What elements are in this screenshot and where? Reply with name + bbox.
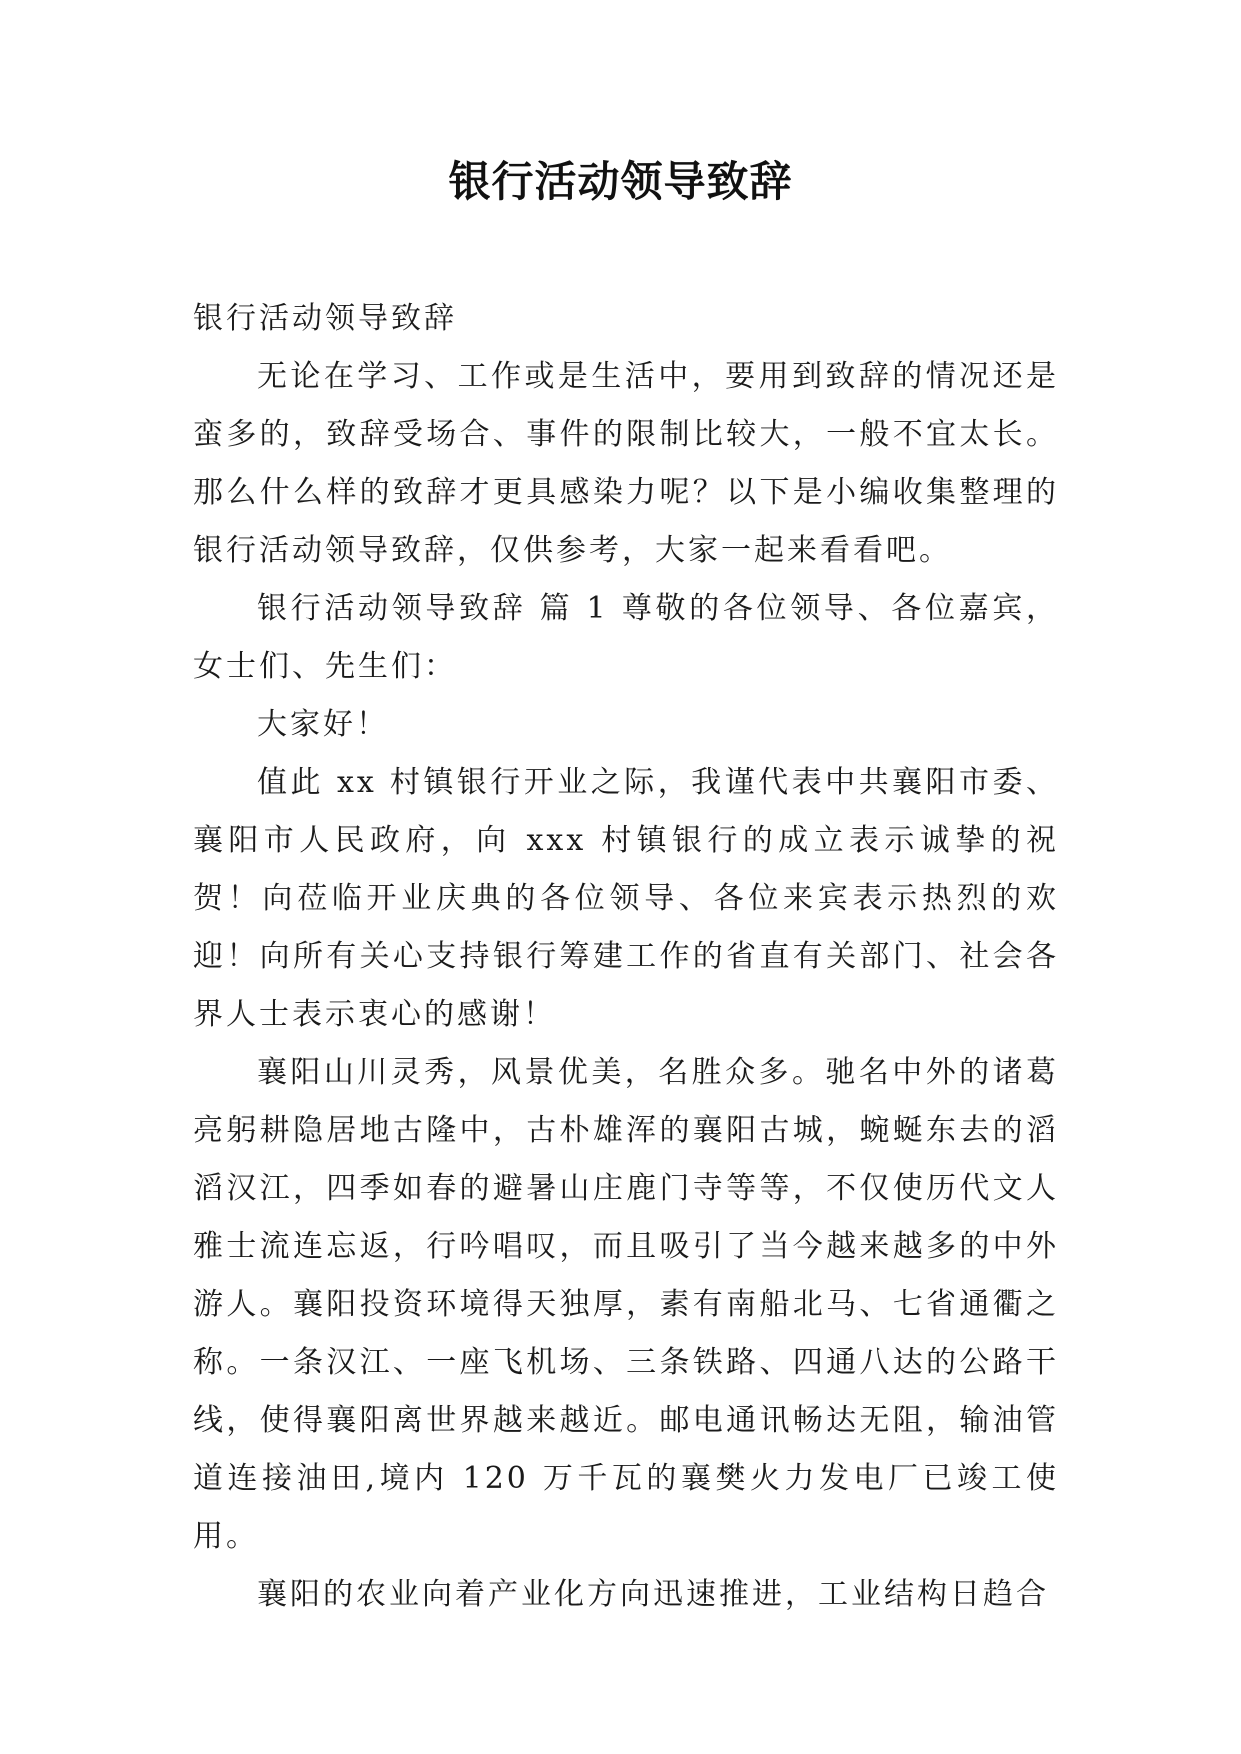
paragraph-heading: 银行活动领导致辞 [193,301,457,336]
paragraph: 大家好！ [257,707,389,742]
document-title: 银行活动领导致辞 [448,157,793,206]
paragraph: 银行活动领导致辞 篇 1 尊敬的各位领导、各位嘉宾，女士们、先生们： [193,591,1059,684]
paragraph: 无论在学习、工作或是生活中，要用到致辞的情况还是蛮多的，致辞受场合、事件的限制比较大，一般不宜太长。那么什么样的致辞才更具感染力呢？以下是小编收集整理的银行活动领导致辞，仅供参考，大家一起来看看吧。 [193,359,1059,568]
paragraph: 襄阳的农业向着产业化方向迅速推进，工业结构日趋合 [257,1577,1049,1612]
paragraph: 襄阳山川灵秀，风景优美，名胜众多。驰名中外的诸葛亮躬耕隐居地古隆中，古朴雄浑的襄阳古城，蜿蜒东去的滔滔汉江，四季如春的避暑山庄鹿门寺等等，不仅使历代文人雅士流连忘返，行吟唱叹，而且吸引了当今越来越多的中外游人。襄阳投资环境得天独厚，素有南船北马、七省通衢之称。一条汉江、一座飞机场、三条铁路、四通八达的公路干线，使得襄阳离世界越来越近。邮电通讯畅达无阻，输油管道连接油田,境内 120 万千瓦的襄樊火力发电厂已竣工使用。 [193,1055,1059,1554]
paragraph: 值此 xx 村镇银行开业之际，我谨代表中共襄阳市委、襄阳市人民政府，向 xxx 村镇银行的成立表示诚挚的祝贺！向莅临开业庆典的各位领导、各位来宾表示热烈的欢迎！向所有关心支持银行筹建工作的省直有关部门、社会各界人士表示衷心的感谢！ [193,765,1059,1032]
document-body [193,290,1059,1624]
